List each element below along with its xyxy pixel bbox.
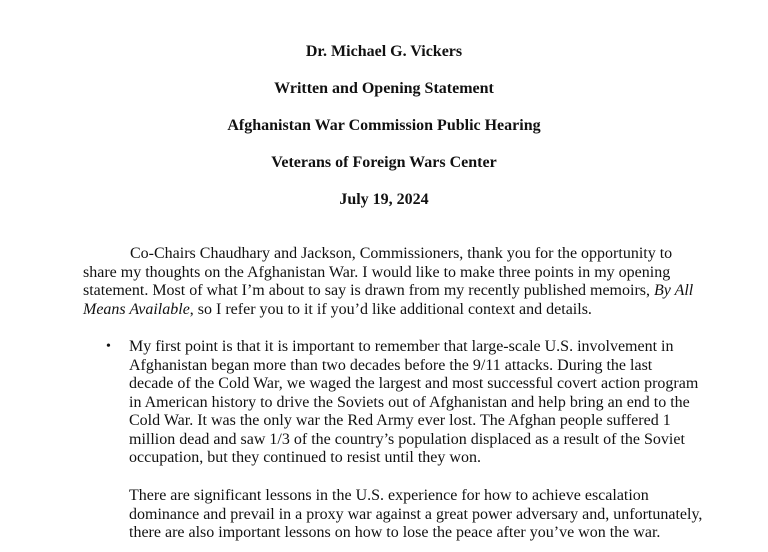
lessons-paragraph [129,487,729,543]
lessons-line: There are significant lessons in the U.S. experience for how to achieve escalation [129,487,649,504]
book-title-start: By All [654,282,694,299]
point-line: decade of the Cold War, we waged the largest and most successful covert action program [129,375,699,392]
book-title-end: Means Available [83,300,190,318]
point-line: in American history to drive the Soviets out of Afghanistan and help bring an end to the [129,393,690,411]
lessons-line: there are also important lessons on how to lose the peace after you’ve won the war. [129,524,661,541]
lessons-line: dominance and prevail in a proxy war against a great power adversary and, unfortunately, [129,505,703,523]
point-line: million dead and saw 1/3 of the country’s population displaced as a result of the Soviet [129,430,685,448]
author-name: Dr. Michael G. Vickers [305,43,463,60]
bullet-marker: • [106,339,111,354]
intro-line-4: Means Available, so I refer you to it if you’d like additional context and details. [83,300,592,318]
first-point-paragraph [129,338,729,468]
intro-line-3: statement. Most of what I’m about to say is drawn from my recently published memoirs, By All [83,282,694,299]
intro-paragraph [83,245,723,319]
point-line: Cold War. It was the only war the Red Army ever lost. The Afghan people suffered 1 [129,412,671,429]
venue-name: Veterans of Foreign Wars Center [271,154,497,171]
event-title: Afghanistan War Commission Public Hearing [227,117,541,134]
statement-date: July 19, 2024 [339,191,429,208]
intro-line-1: Co-Chairs Chaudhary and Jackson, Commissioners, thank you for the opportunity to [130,245,673,262]
intro-line-2: share my thoughts on the Afghanistan War. I would like to make three points in my opening [83,263,671,281]
point-line: occupation, but they continued to resist until they won. [129,449,481,466]
point-line: My first point is that it is important to remember that large-scale U.S. involvement in [129,338,674,355]
point-line: Afghanistan began more than two decades before the 9/11 attacks. During the last [129,356,653,374]
document-type: Written and Opening Statement [274,80,494,97]
